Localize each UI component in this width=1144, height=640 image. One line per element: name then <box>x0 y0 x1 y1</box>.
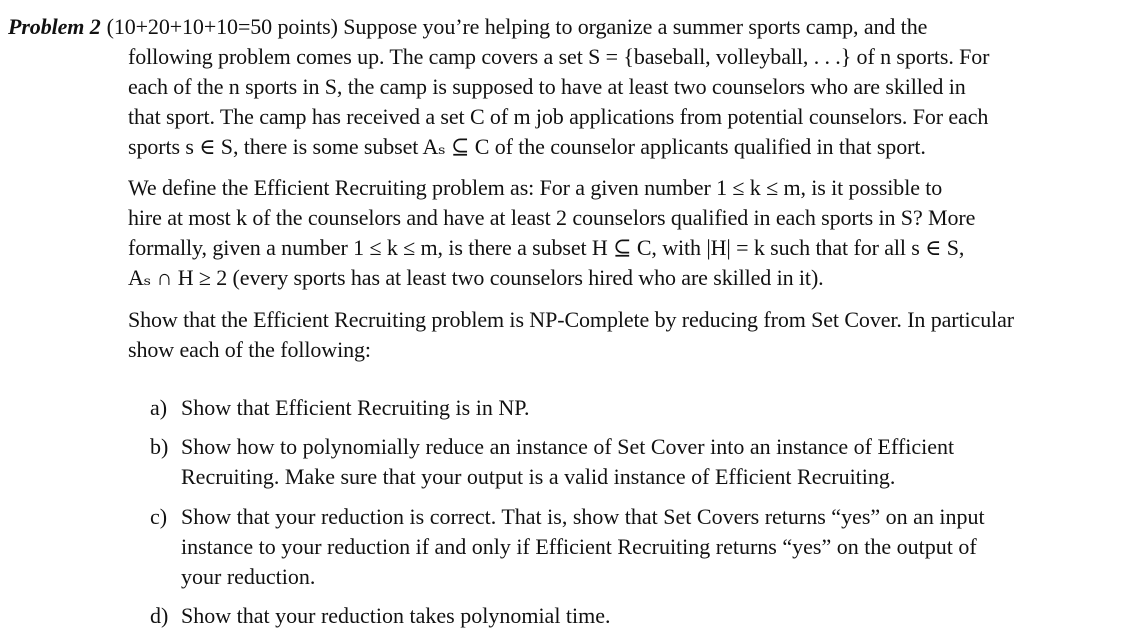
part-d-marker: d) <box>150 603 169 628</box>
problem-label: Problem 2 <box>8 14 101 39</box>
part-b-text-2: Recruiting. Make sure that your output is a valid instance of Efficient Recruiting. <box>181 464 896 489</box>
part-a-text: Show that Efficient Recruiting is in NP. <box>181 395 530 420</box>
part-c-text-3: your reduction. <box>181 564 316 589</box>
part-d-text: Show that your reduction takes polynomial time. <box>181 603 611 628</box>
part-a-marker: a) <box>150 395 168 420</box>
part-c <box>150 502 985 532</box>
problem-line-3: each of the n sports in S, the camp is supposed to have at least two counselors who are skilled in <box>128 74 966 99</box>
problem-line-2: following problem comes up. The camp covers a set S = {baseball, volleyball, . . .} of n sports. For <box>128 44 990 69</box>
part-d <box>150 601 611 631</box>
definition-line-2: hire at most k of the counselors and have at least 2 counselors qualified in each sports in S? More <box>128 205 976 230</box>
part-c-text-2: instance to your reduction if and only if Efficient Recruiting returns “yes” on the output of <box>181 534 977 559</box>
part-b-text-1: Show how to polynomially reduce an instance of Set Cover into an instance of Efficient <box>181 434 955 459</box>
task-line-1: Show that the Efficient Recruiting problem is NP-Complete by reducing from Set Cover. In particular <box>128 307 1014 332</box>
part-a <box>150 393 530 423</box>
part-c-text-1: Show that your reduction is correct. That is, show that Set Covers returns “yes” on an input <box>181 504 985 529</box>
part-c-marker: c) <box>150 504 168 529</box>
problem-text: (10+20+10+10=50 points) Suppose you’re helping to organize a summer sports camp, and the <box>106 14 928 39</box>
problem-line-5: sports s ∈ S, there is some subset Aₛ ⊆ C of the counselor applicants qualified in that sport. <box>128 134 926 159</box>
definition-line-3: formally, given a number 1 ≤ k ≤ m, is there a subset H ⊆ C, with |H| = k such that for all s ∈ S, <box>128 235 965 260</box>
problem-line-4: that sport. The camp has received a set C of m job applications from potential counselors. For each <box>128 104 989 129</box>
definition-line-1: We define the Efficient Recruiting problem as: For a given number 1 ≤ k ≤ m, is it possible to <box>128 175 943 200</box>
part-b-marker: b) <box>150 434 169 459</box>
definition-line-4: Aₛ ∩ H ≥ 2 (every sports has at least two counselors hired who are skilled in it). <box>128 265 824 290</box>
problem-line-1 <box>8 12 927 42</box>
task-line-2: show each of the following: <box>128 337 371 362</box>
part-b <box>150 432 954 462</box>
